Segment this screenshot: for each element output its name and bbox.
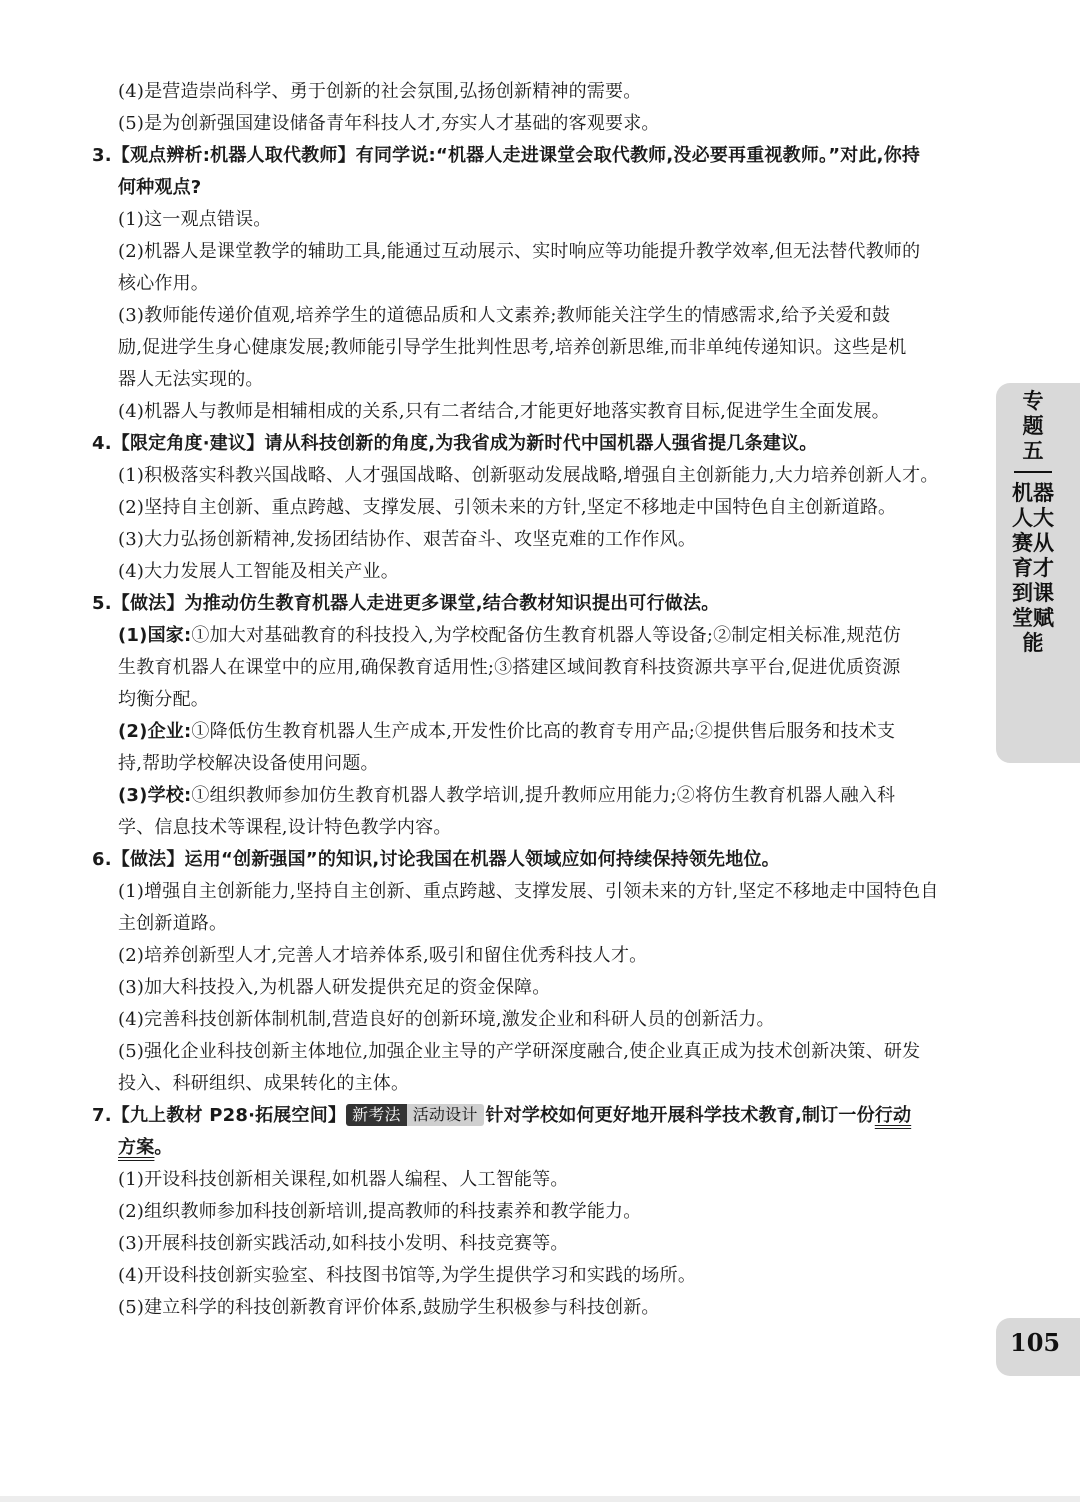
answer-line: 器人无法实现的。 xyxy=(118,369,264,390)
answer-line: 生教育机器人在课堂中的应用,确保教育适用性;③搭建区域间教育科技资源共享平台,促进优质资源 xyxy=(118,657,901,678)
answer-line: (3)教师能传递价值观,培养学生的道德品质和人文素养;教师能关注学生的情感需求,给予关爱和鼓 xyxy=(118,305,891,326)
answer-line: (4)大力发展人工智能及相关产业。 xyxy=(118,561,399,582)
answer-line: (4)开设科技创新实验室、科技图书馆等,为学生提供学习和实践的场所。 xyxy=(118,1265,697,1286)
answer-line: 励,促进学生身心健康发展;教师能引导学生批判性思考,培养创新思维,而非单纯传递知识。这些是机 xyxy=(118,337,907,358)
answer-line: (2)组织教师参加科技创新培训,提高教师的科技素养和教学能力。 xyxy=(118,1201,642,1222)
answer-line: (5)建立科学的科技创新教育评价体系,鼓励学生积极参与科技创新。 xyxy=(118,1297,660,1318)
answer-line: (1)积极落实科教兴国战略、人才强国战略、创新驱动发展战略,增强自主创新能力,大力培养创新人才。 xyxy=(118,465,939,486)
answer-line: (1)这一观点错误。 xyxy=(118,209,272,230)
answer-line: (2)培养创新型人才,完善人才培养体系,吸引和留住优秀科技人才。 xyxy=(118,945,648,966)
answer-text: ①降低仿生教育机器人生产成本,开发性价比高的教育专用产品;②提供售后服务和技术支 xyxy=(191,721,896,742)
answer-line xyxy=(92,716,984,748)
answer-line: (1)增强自主创新能力,坚持自主创新、重点跨越、支撑发展、引领未来的方针,坚定不移地走中国特色自 xyxy=(118,881,939,902)
answer-line: (3)开展科技创新实践活动,如科技小发明、科技竞赛等。 xyxy=(118,1233,569,1254)
answer-line: 持,帮助学校解决设备使用问题。 xyxy=(118,753,379,774)
answer-label: (3)学校: xyxy=(118,785,192,806)
question-6: 6.【做法】运用“创新强国”的知识,讨论我国在机器人领域应如何持续保持领先地位。 xyxy=(92,849,780,870)
chapter-topic: 专题五 xyxy=(1022,389,1044,463)
answer-line xyxy=(92,620,984,652)
answer-line: (4)完善科技创新体制机制,营造良好的创新环境,激发企业和科研人员的创新活力。 xyxy=(118,1009,775,1030)
page-number-tab xyxy=(996,1318,1080,1376)
answer-line: (5)是为创新强国建设储备青年科技人才,夯实人才基础的客观要求。 xyxy=(118,113,660,134)
question-3: 3.【观点辨析:机器人取代教师】有同学说:“机器人走进课堂会取代教师,没必要再重视教师。”对此,你持 xyxy=(92,145,921,166)
answer-line: 主创新道路。 xyxy=(118,913,228,934)
activity-design-badge: 活动设计 xyxy=(407,1104,484,1126)
answer-line: (3)加大科技投入,为机器人研发提供充足的资金保障。 xyxy=(118,977,551,998)
question-7-cont xyxy=(92,1132,984,1164)
question-7-end: 。 xyxy=(154,1137,173,1158)
question-4: 4.【限定角度·建议】请从科技创新的角度,为我省成为新时代中国机器人强省提几条建议。 xyxy=(92,433,818,454)
underlined-keyword: 方案 xyxy=(118,1137,155,1158)
question-7 xyxy=(92,1100,984,1132)
question-5: 5.【做法】为推动仿生教育机器人走进更多课堂,结合教材知识提出可行做法。 xyxy=(92,593,720,614)
side-tab-divider xyxy=(1014,471,1052,473)
question-7-text: 针对学校如何更好地开展科学技术教育,制订一份 xyxy=(485,1105,875,1126)
underlined-keyword: 行动 xyxy=(874,1105,912,1126)
answer-line: (5)强化企业科技创新主体地位,加强企业主导的产学研深度融合,使企业真正成为技术创新决策、研发 xyxy=(118,1041,921,1062)
answer-line: (1)开设科技创新相关课程,如机器人编程、人工智能等。 xyxy=(118,1169,569,1190)
answer-line: 学、信息技术等课程,设计特色教学内容。 xyxy=(118,817,452,838)
chapter-side-tab xyxy=(996,383,1080,763)
answer-line: 投入、科研组织、成果转化的主体。 xyxy=(118,1073,410,1094)
answer-line: (3)大力弘扬创新精神,发扬团结协作、艰苦奋斗、攻坚克难的工作作风。 xyxy=(118,529,697,550)
answer-line: (4)是营造崇尚科学、勇于创新的社会氛围,弘扬创新精神的需要。 xyxy=(118,81,642,102)
answer-line: (2)机器人是课堂教学的辅助工具,能通过互动展示、实时响应等功能提升教学效率,但无法替代教师的 xyxy=(118,241,921,262)
answer-line: (4)机器人与教师是相辅相成的关系,只有二者结合,才能更好地落实教育目标,促进学生全面发展。 xyxy=(118,401,890,422)
chapter-title: 机器人大赛从育才到课堂赋能 xyxy=(1012,481,1054,655)
page-content xyxy=(92,76,984,1324)
answer-label: (2)企业: xyxy=(118,721,192,742)
new-exam-badge: 新考法 xyxy=(346,1104,407,1126)
page-number: 105 xyxy=(1010,1328,1061,1357)
bottom-edge xyxy=(0,1496,1080,1502)
answer-text: ①组织教师参加仿生教育机器人教学培训,提升教师应用能力;②将仿生教育机器人融入科 xyxy=(191,785,896,806)
answer-label: (1)国家: xyxy=(118,625,192,646)
question-7-prefix: 7.【九上教材 P28·拓展空间】 xyxy=(92,1105,347,1126)
answer-line: (2)坚持自主创新、重点跨越、支撑发展、引领未来的方针,坚定不移地走中国特色自主创新道路。 xyxy=(118,497,897,518)
answer-text: ①加大对基础教育的科技投入,为学校配备仿生教育机器人等设备;②制定相关标准,规范仿 xyxy=(191,625,902,646)
answer-line: 均衡分配。 xyxy=(118,689,209,710)
answer-line: 核心作用。 xyxy=(118,273,209,294)
answer-line xyxy=(92,780,984,812)
question-3-cont: 何种观点? xyxy=(118,177,202,198)
